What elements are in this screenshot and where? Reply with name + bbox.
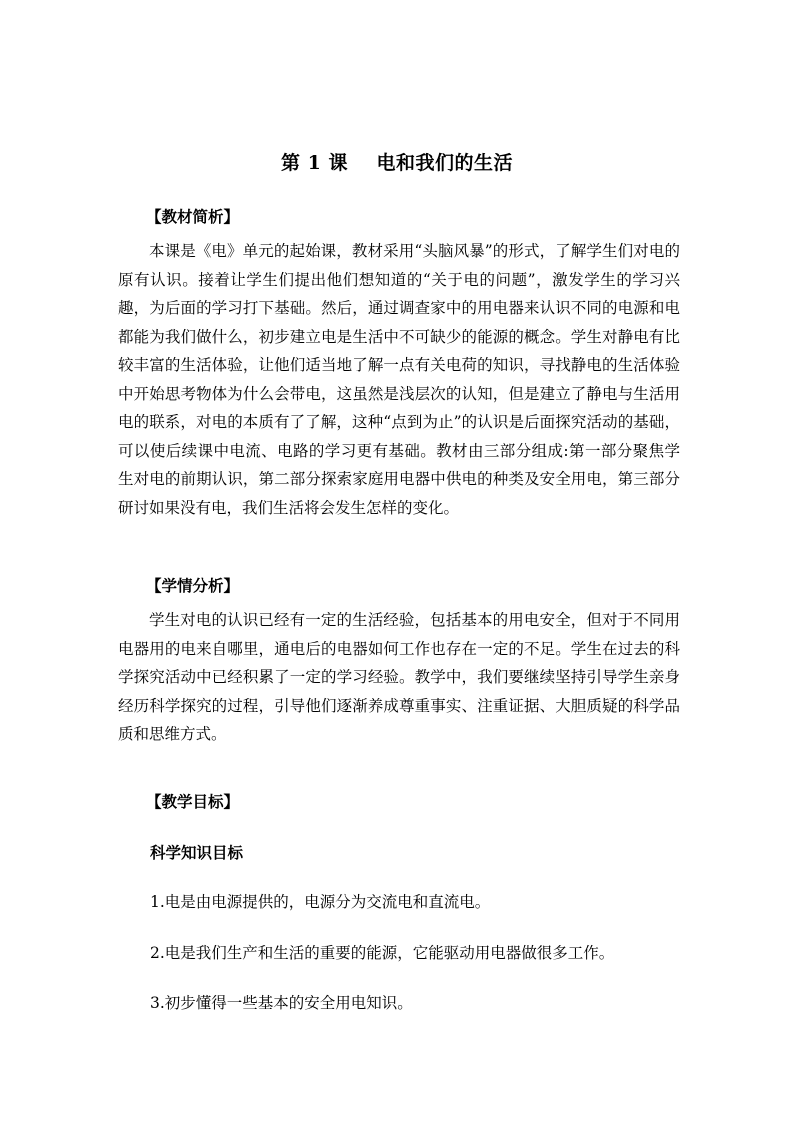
goal-item-3: 3.初步懂得一些基本的安全用电知识。 [150,994,413,1012]
section-heading-teaching-goals: 【教学目标】 [146,792,240,811]
section-heading-learning-analysis: 【学情分析】 [146,576,240,595]
lesson-title: 第 1 课 电和我们的生活 [281,152,513,174]
section-heading-textbook-analysis: 【教材简析】 [146,207,240,226]
goal-item-2: 2.电是我们生产和生活的重要的能源，它能驱动用电器做很多工作。 [150,944,615,962]
textbook-analysis-paragraph: 本课是《电》单元的起始课，教材采用“头脑风暴”的形式，了解学生们对电的原有认识。接着让学生们提出他们想知道的“关于电的问题”，激发学生的学习兴趣，为后面的学习打下基础。然后，通过调查家中的用电器来认识不同的电源和电都能为我们做什么，初步建立电是生活中不可缺少的能源的概念。学生对静电有比较丰富的生活体验，让他们适当地了解一点有关电荷的知识，寻找静电的生活体验中开始思考物体为什么会带电，这虽然是浅层次的认知，但是建立了静电与生活用电的联系，对电的本质有了了解，这种“点到为止”的认识是后面探究活动的基础，可以使后续课中电流、电路的学习更有基础。教材由三部分组成:第一部分聚焦学生对电的前期认识，第二部分探索家庭用电器中供电的种类及安全用电，第三部分研讨如果没有电，我们生活将会发生怎样的变化。 [118,242,680,517]
knowledge-goals-subheading: 科学知识目标 [150,843,244,862]
learning-analysis-paragraph: 学生对电的认识已经有一定的生活经验，包括基本的用电安全，但对于不同用电器用的电来自哪里，通电后的电器如何工作也存在一定的不足。学生在过去的科学探究活动中已经积累了一定的学习经验。教学中，我们要继续坚持引导学生亲身经历科学探究的过程，引导他们逐渐养成尊重事实、注重证据、大胆质疑的科学品质和思维方式。 [118,611,680,743]
goal-item-1: 1.电是由电源提供的，电源分为交流电和直流电。 [150,893,491,911]
